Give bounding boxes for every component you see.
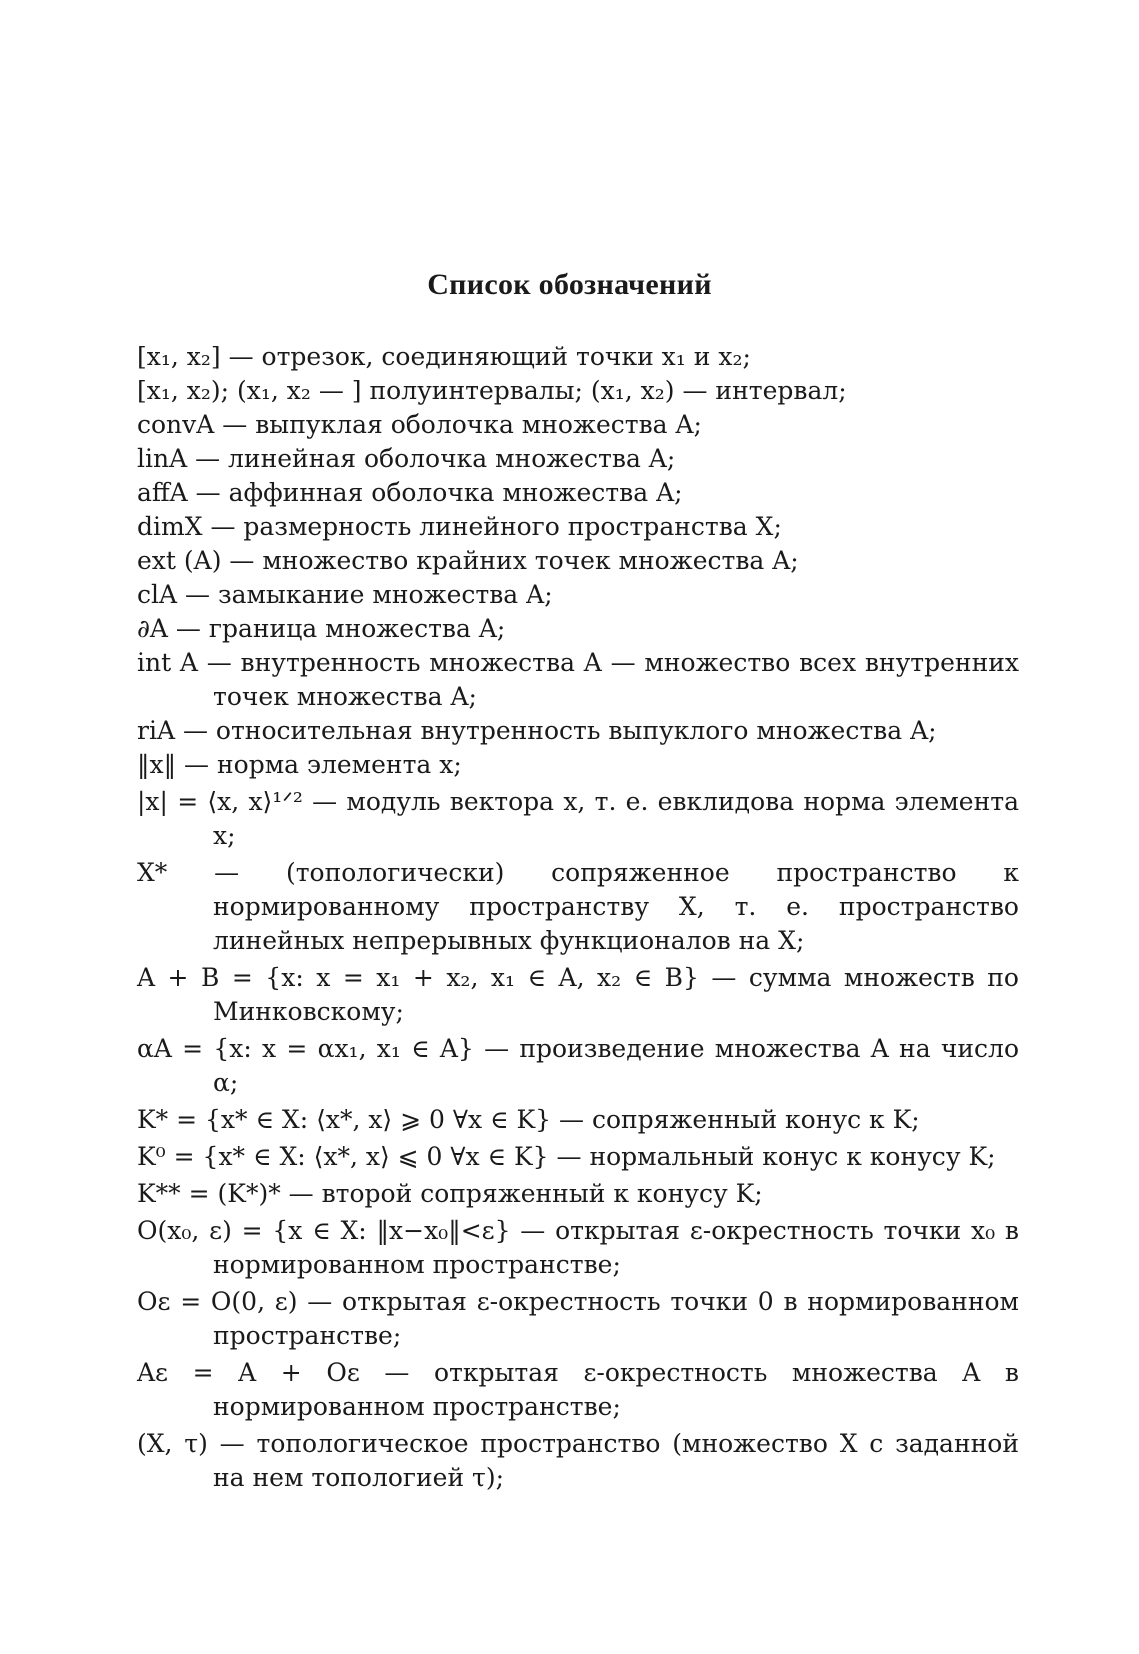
notation-entry: X* — (топологически) сопряженное пространство к нормированному пространству X, т. е. пространство линейных непрерывных функционалов на X; <box>137 858 1019 955</box>
notation-entry: K* = {x* ∈ X: ⟨x*, x⟩ ⩾ 0 ∀x ∈ K} — сопряженный конус к K; <box>137 1105 920 1134</box>
notation-entry: riA — относительная внутренность выпуклого множества A; <box>137 716 937 745</box>
notation-entry: convA — выпуклая оболочка множества A; <box>137 410 702 439</box>
notation-entry: (X, τ) — топологическое пространство (множество X с заданной на нем топологией τ); <box>137 1429 1019 1492</box>
notation-entry: [x₁, x₂); (x₁, x₂ — ] полуинтервалы; (x₁, x₂) — интервал; <box>137 376 847 405</box>
notation-entry: K** = (K*)* — второй сопряженный к конусу K; <box>137 1179 763 1208</box>
notation-entry: O(x₀, ε) = {x ∈ X: ‖x−x₀‖<ε} — открытая ε-окрестность точки x₀ в нормированном пространстве; <box>137 1216 1019 1279</box>
notation-entry: linA — линейная оболочка множества A; <box>137 444 676 473</box>
notation-entry: Aε = A + Oε — открытая ε-окрестность множества A в нормированном пространстве; <box>137 1358 1019 1421</box>
notation-entry: [x₁, x₂] — отрезок, соединяющий точки x₁ и x₂; <box>137 342 751 371</box>
notation-entry: int A — внутренность множества A — множество всех внутренних точек множества A; <box>137 648 1019 711</box>
notation-list <box>137 340 1019 1495</box>
notation-entry: affA — аффинная оболочка множества A; <box>137 478 683 507</box>
notation-entry: clA — замыкание множества A; <box>137 580 553 609</box>
notation-entry: Oε = O(0, ε) — открытая ε-окрестность точки 0 в нормированном пространстве; <box>137 1287 1019 1350</box>
notation-entry: K⁰ = {x* ∈ X: ⟨x*, x⟩ ⩽ 0 ∀x ∈ K} — нормальный конус к конусу K; <box>137 1142 996 1171</box>
notation-entry: dimX — размерность линейного пространства X; <box>137 512 782 541</box>
notation-entry: A + B = {x: x = x₁ + x₂, x₁ ∈ A, x₂ ∈ B} — сумма множеств по Минковскому; <box>137 963 1019 1026</box>
notation-entry: ‖x‖ — норма элемента x; <box>137 750 462 779</box>
notation-entry: αA = {x: x = αx₁, x₁ ∈ A} — произведение множества A на число α; <box>137 1034 1019 1097</box>
notation-entry: ∂A — граница множества A; <box>137 614 506 643</box>
page-title: Список обозначений <box>427 268 712 301</box>
notation-entry: |x| = ⟨x, x⟩¹ᐟ² — модуль вектора x, т. е. евклидова норма элемента x; <box>137 787 1019 850</box>
notation-entry: ext (A) — множество крайних точек множества A; <box>137 546 799 575</box>
